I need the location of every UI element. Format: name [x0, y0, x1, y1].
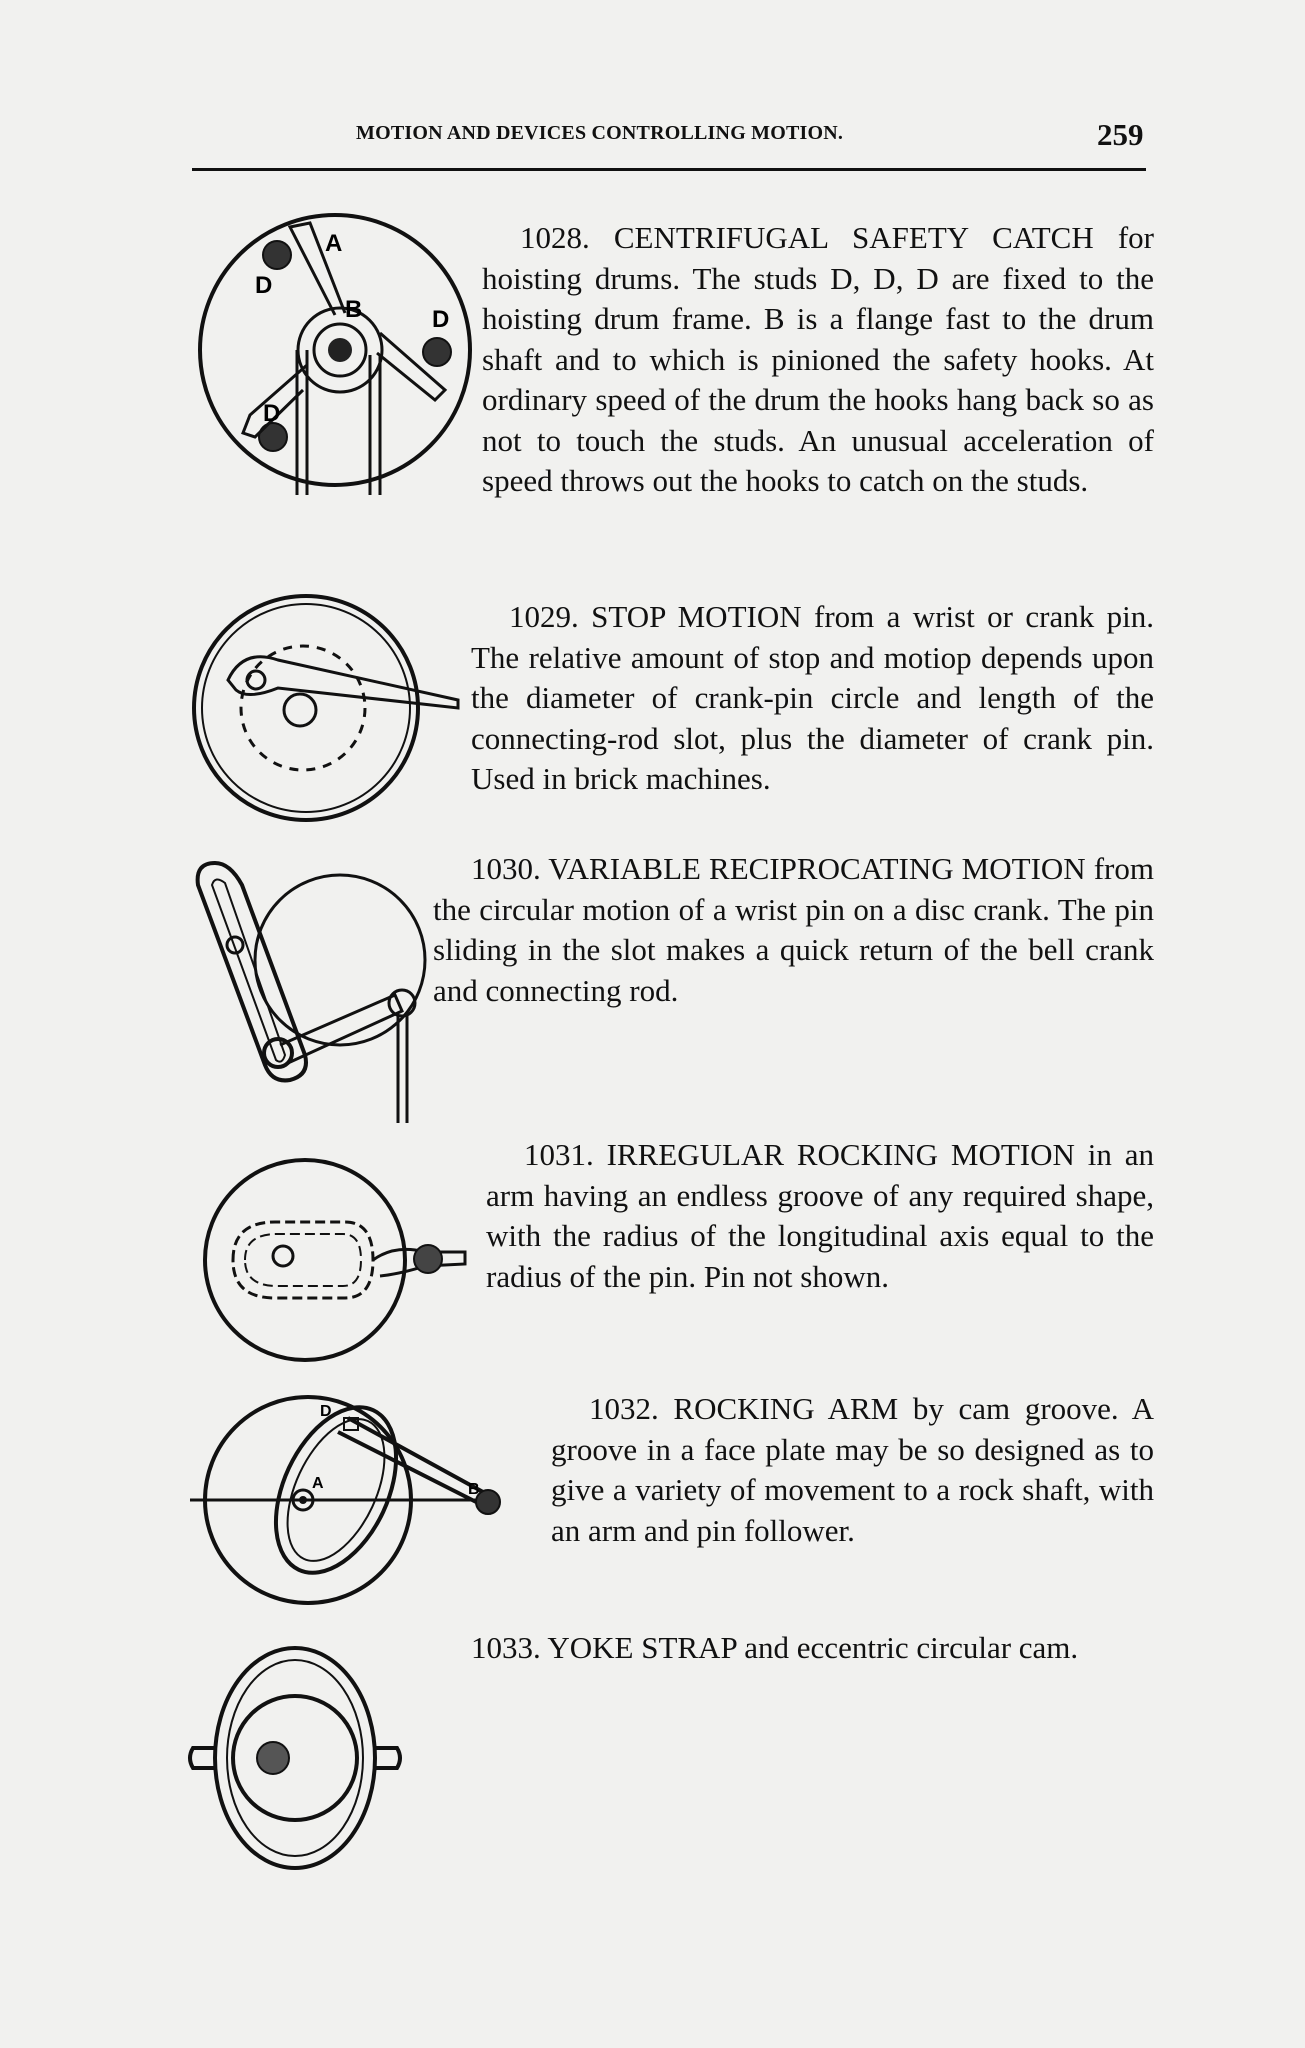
- figure-1032-rocking-arm: [188, 1390, 533, 1610]
- figure-1031-irregular-rocking-motion: [195, 1152, 475, 1362]
- running-header: MOTION AND DEVICES CONTROLLING MOTION.: [356, 122, 844, 144]
- entry-1032: [551, 1389, 1154, 1551]
- figure-label: D: [255, 272, 273, 299]
- figure-label: D: [320, 1403, 332, 1420]
- figure-1028-centrifugal-safety-catch: [195, 205, 475, 505]
- entry-1028: [482, 218, 1154, 502]
- entry-text: 1031. IRREGULAR ROCKING MOTION in an arm having an endless groove of any required shape, with the radius of the longitudinal axis equal to the radius of the pin. Pin not shown.: [486, 1137, 1154, 1294]
- entry-text: 1029. STOP MOTION from a wrist or crank pin. The relative amount of stop and motiop depends upon the diameter of crank-pin circle and length of the connecting-rod slot, plus the diameter of crank pin. Used in brick machines.: [471, 599, 1154, 796]
- entry-1033: [433, 1628, 1083, 1669]
- figure-1030-variable-reciprocating-motion: [190, 855, 430, 1130]
- figure-label: D: [432, 306, 450, 333]
- entry-1031: [486, 1135, 1154, 1297]
- entry-text: 1033. YOKE STRAP and eccentric circular cam.: [471, 1630, 1079, 1665]
- figure-label: B: [345, 296, 363, 323]
- figure-label: A: [312, 1475, 324, 1492]
- header-rule: [192, 168, 1146, 171]
- entry-1029: [471, 597, 1154, 800]
- entry-text: 1030. VARIABLE RECIPROCATING MOTION from the circular motion of a wrist pin on a disc crank. The pin sliding in the slot makes a quick return of the bell crank and connecting rod.: [433, 851, 1154, 1008]
- figure-label: B: [468, 1481, 480, 1498]
- entry-text: 1028. CENTRIFUGAL SAFETY CATCH for hoisting drums. The studs D, D, D are fixed to the hoisting drum frame. B is a flange fast to the drum shaft and to which is pinioned the safety hooks. At ordinary speed of the drum the hooks hang back so as not to touch the studs. An unusual acceleration of speed throws out the hooks to catch on the studs.: [482, 220, 1154, 498]
- entry-text: 1032. ROCKING ARM by cam groove. A groove in a face plate may be so designed as to give a variety of movement to a rock shaft, with an arm and pin follower.: [551, 1391, 1154, 1548]
- figure-1033-yoke-strap: [185, 1640, 425, 1880]
- entry-1030: [433, 849, 1154, 1011]
- figure-label: A: [325, 230, 343, 257]
- figure-1029-stop-motion: [188, 588, 478, 828]
- figure-label: D: [263, 400, 281, 427]
- page-number: 259: [1097, 117, 1144, 152]
